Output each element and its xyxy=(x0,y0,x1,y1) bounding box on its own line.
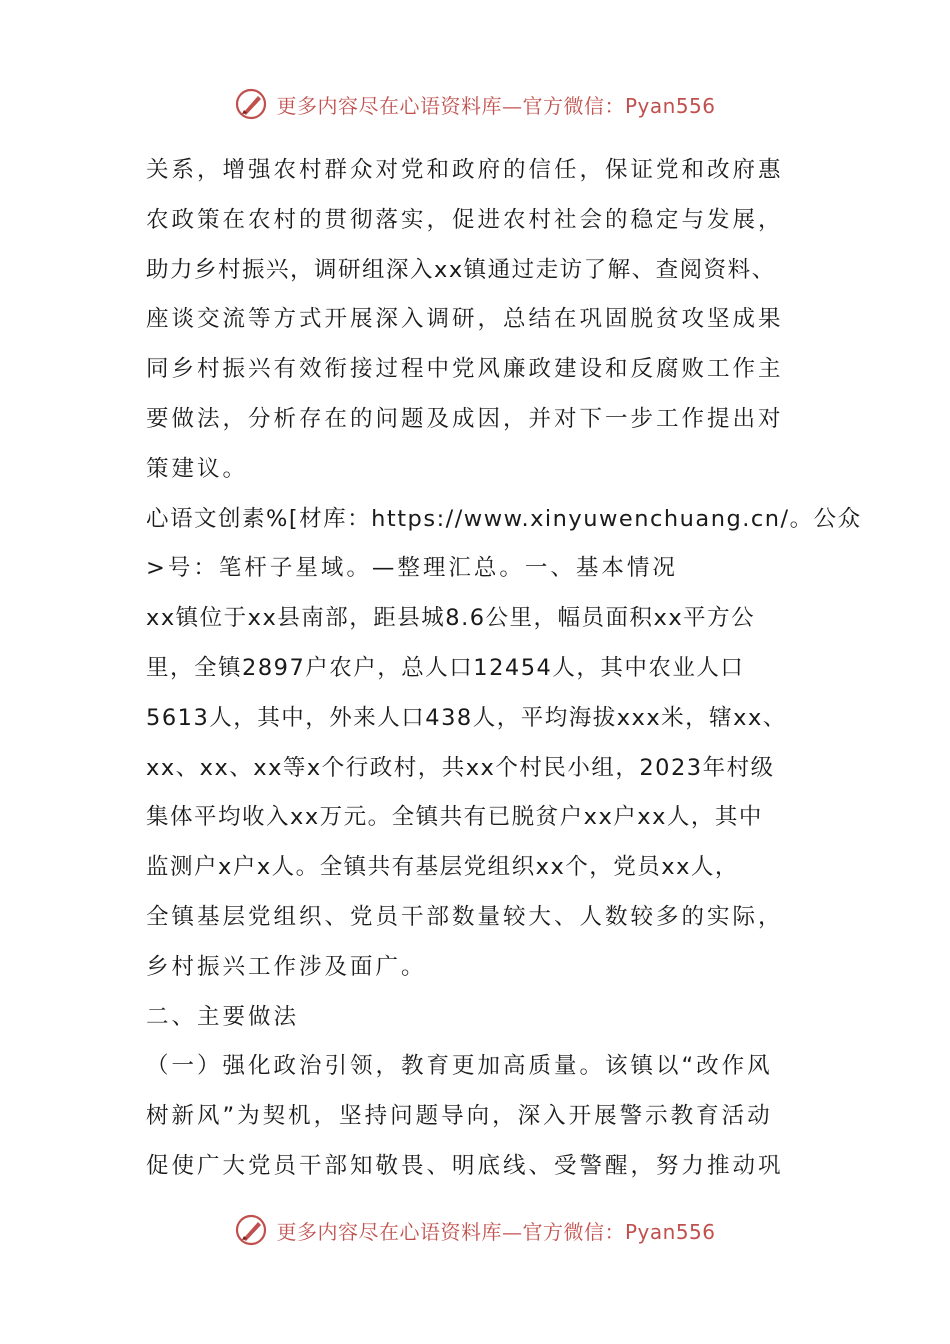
body-line: （一）强化政治引领，教育更加高质量。该镇以“改作风 xyxy=(146,1053,773,1080)
body-line: 乡村振兴工作涉及面广。 xyxy=(146,953,427,980)
body-line: 集体平均收入xx万元。全镇共有已脱贫户xx户xx人，其中 xyxy=(146,804,763,831)
body-line: 农政策在农村的贯彻落实，促进农村社会的稳定与发展， xyxy=(146,206,784,233)
body-line: 监测户x户x人。全镇共有基层党组织xx个，党员xx人， xyxy=(146,854,739,881)
body-line: 关系，增强农村群众对党和政府的信任，保证党和改府惠 xyxy=(146,157,784,183)
body-line: 5613人，其中，外来人口438人，平均海拔xxx米，辖xx、 xyxy=(146,704,787,731)
document-body xyxy=(146,146,862,1192)
body-line: 同乡村振兴有效衔接过程中党风廉政建设和反腐败工作主 xyxy=(146,356,784,383)
footer-watermark xyxy=(0,1208,950,1252)
footer-watermark-text: 更多内容尽在心语资料库—官方微信：Pyan556 xyxy=(276,1219,716,1244)
body-line: 促使广大党员干部知敬畏、明底线、受警醒，努力推动巩 xyxy=(146,1152,784,1179)
body-line: 助力乡村振兴，调研组深入xx镇通过走访了解、查阅资料、 xyxy=(146,256,776,283)
body-line: 要做法，分析存在的问题及成因，并对下一步工作提出对 xyxy=(146,405,784,432)
body-line: 策建议。 xyxy=(146,455,249,482)
section-heading: 二、主要做法 xyxy=(146,1003,300,1030)
body-line: 里，全镇2897户农户，总人口12454人，其中农业人口 xyxy=(146,654,745,681)
body-line: 座谈交流等方式开展深入调研，总结在巩固脱贫攻坚成果 xyxy=(146,306,784,333)
pen-logo-icon xyxy=(234,1213,268,1247)
body-line: xx镇位于xx县南部，距县城8.6公里，幅员面积xx平方公 xyxy=(146,605,756,632)
body-line: 全镇基层党组织、党员干部数量较大、人数较多的实际， xyxy=(146,903,784,930)
body-line: xx、xx、xx等x个行政村，共xx个村民小组，2023年村级 xyxy=(146,754,775,781)
pen-logo-icon xyxy=(234,87,268,121)
body-line: >号：笔杆子星域。—整理汇总。一、基本情况 xyxy=(146,555,678,582)
header-watermark-text: 更多内容尽在心语资料库—官方微信：Pyan556 xyxy=(276,93,716,118)
body-line: 树新风”为契机，坚持问题导向，深入开展警示教育活动 xyxy=(146,1103,773,1130)
body-line: 心语文创素%[材库：https://www.xinyuwenchuang.cn/。公众 xyxy=(146,505,862,532)
header-watermark xyxy=(0,82,950,126)
